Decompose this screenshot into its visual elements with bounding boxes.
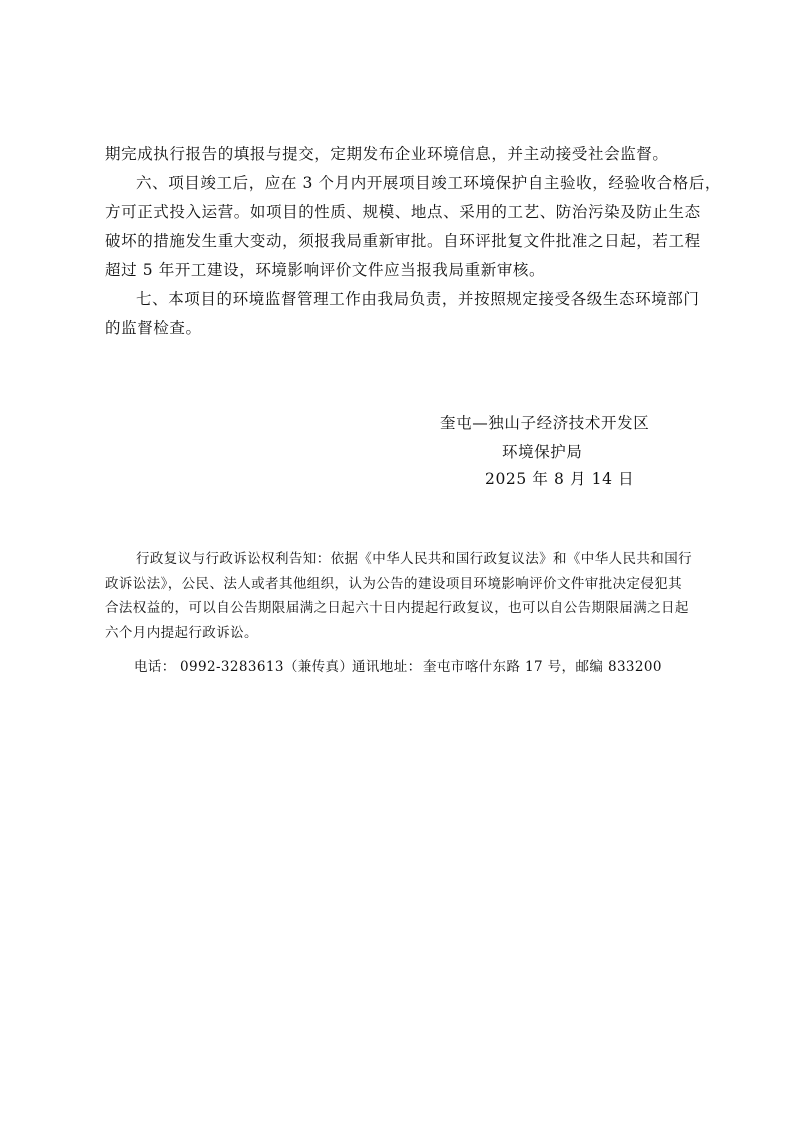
- paragraph-line: 七、本项目的环境监督管理工作由我局负责，并按照规定接受各级生态环境部门: [136, 290, 700, 308]
- address-value: 奎屯市喀什东路 17 号，邮编 833200: [423, 659, 662, 675]
- notice-line: 行政复议与行政诉讼权利告知：依据《中华人民共和国行政复议法》和《中华人民共和国行: [136, 551, 692, 567]
- issue-date: 2025 年 8 月 14 日: [485, 470, 635, 488]
- phone-value: 0992-3283613（兼传真）: [180, 659, 354, 675]
- paragraph-line: 破坏的措施发生重大变动，须报我局重新审批。自环评批复文件批准之日起，若工程: [105, 232, 701, 250]
- issuing-authority-line1: 奎屯—独山子经济技术开发区: [440, 414, 650, 432]
- notice-line: 六个月内提起行政诉讼。: [105, 624, 258, 641]
- paragraph-line: 期完成执行报告的填报与提交，定期发布企业环境信息，并主动接受社会监督。: [105, 145, 669, 163]
- paragraph-item-six: [105, 169, 722, 285]
- paragraph-continuation: [105, 140, 693, 169]
- notice-line: 合法权益的，可以自公告期限届满之日起六十日内提起行政复议，也可以自公告期限届满之日起: [105, 600, 689, 616]
- address-label: 通讯地址：: [352, 659, 422, 675]
- paragraph-item-seven: [105, 285, 700, 343]
- paragraph-line: 方可正式投入运营。如项目的性质、规模、地点、采用的工艺、防治污染及防止生态: [105, 203, 701, 221]
- phone-label: 电话：: [134, 659, 176, 675]
- paragraph-line: 六、项目竣工后，应在 3 个月内开展项目竣工环境保护自主验收，经验收合格后，: [136, 174, 722, 192]
- paragraph-line: 超过 5 年开工建设，环境影响评价文件应当报我局重新审核。: [105, 261, 546, 279]
- paragraph-line: 的监督检查。: [105, 319, 202, 337]
- issuing-authority-line2: 环境保护局: [502, 443, 583, 461]
- notice-line: 政诉讼法》，公民、法人或者其他组织，认为公告的建设项目环境影响评价文件审批决定侵犯其: [105, 575, 683, 592]
- body-text: [105, 140, 722, 343]
- legal-rights-notice: [105, 547, 692, 645]
